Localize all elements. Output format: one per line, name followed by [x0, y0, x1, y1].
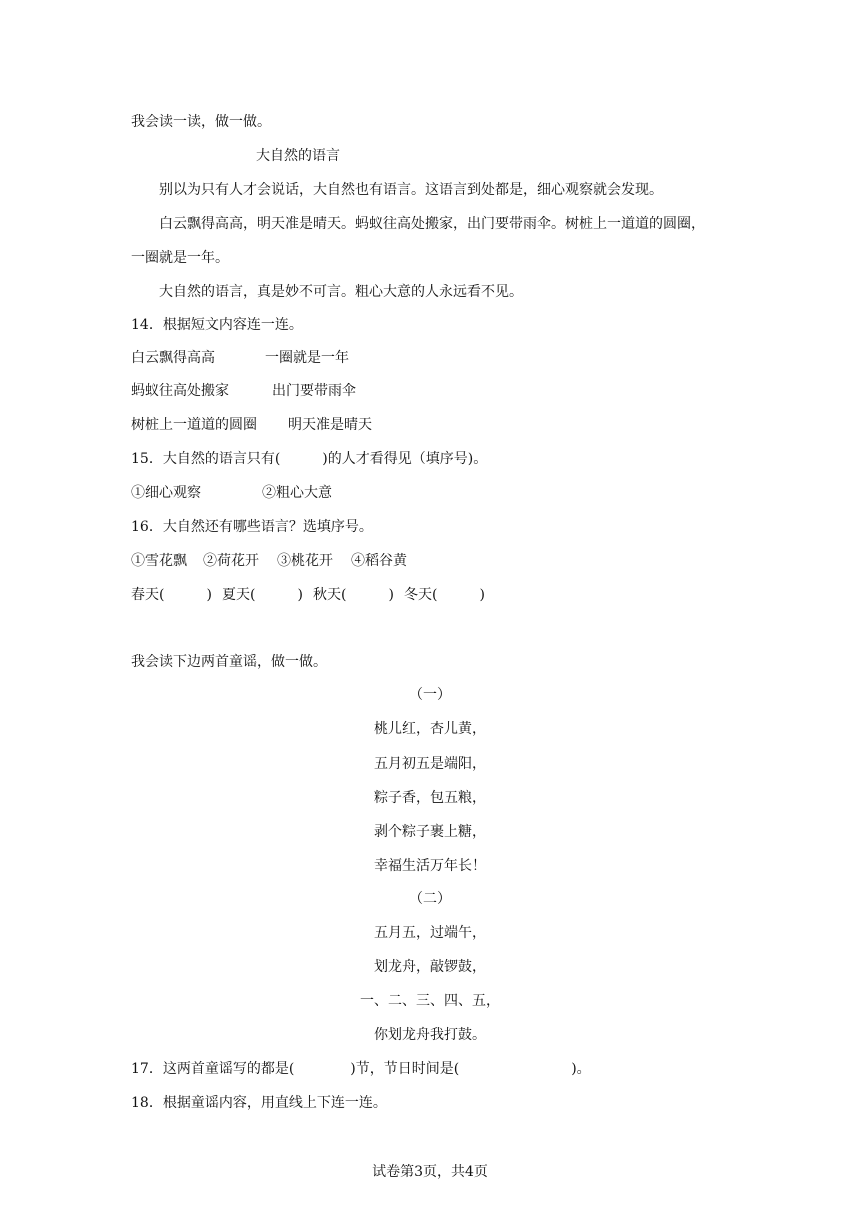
question-16: 16．大自然还有哪些语言？选填序号。 — [131, 519, 373, 535]
poem2-line: 一、二、三、四、五， — [360, 993, 500, 1009]
question-18: 18．根据童谣内容，用直线上下连一连。 — [131, 1095, 387, 1111]
q16-blank-autumn: 秋天( ) — [313, 587, 394, 603]
article-paragraph-2: 白云飘得高高，明天准是晴天。蚂蚁往高处搬家，出门要带雨伞。树桩上一道道的圆圈， — [159, 216, 705, 232]
poem2-line: 划龙舟，敲锣鼓， — [374, 959, 486, 975]
question-14: 14．根据短文内容连一连。 — [131, 317, 303, 333]
poem2-title: （二） — [409, 891, 451, 907]
poem2-line: 五月五，过端午， — [374, 925, 486, 941]
q16-option-1: ①雪花飘 — [131, 553, 187, 569]
article-title: 大自然的语言 — [256, 148, 340, 164]
q16-option-2: ②荷花开 — [203, 553, 259, 569]
question-17: 17．这两首童谣写的都是( )节，节日时间是( )。 — [131, 1061, 591, 1077]
page-footer: 试卷第3页，共4页 — [372, 1164, 488, 1180]
article-paragraph-1: 别以为只有人才会说话，大自然也有语言。这语言到处都是，细心观察就会发现。 — [159, 182, 663, 198]
poem1-line: 桃儿红，杏儿黄， — [374, 721, 486, 737]
match-left-3: 树桩上一道道的圆圈 — [131, 417, 257, 433]
match-left-1: 白云飘得高高 — [131, 350, 215, 366]
poem1-line: 剥个粽子裹上糖， — [374, 824, 486, 840]
poem1-line: 粽子香，包五粮， — [374, 790, 486, 806]
poem1-title: （一） — [409, 687, 451, 703]
q16-option-3: ③桃花开 — [277, 553, 333, 569]
q16-option-4: ④稻谷黄 — [351, 553, 407, 569]
poem1-line: 五月初五是端阳， — [374, 756, 486, 772]
poem1-line: 幸福生活万年长！ — [374, 858, 486, 874]
poem2-line: 你划龙舟我打鼓。 — [374, 1027, 486, 1043]
article-paragraph-3: 大自然的语言，真是妙不可言。粗心大意的人永远看不见。 — [159, 284, 523, 300]
article-paragraph-2-cont: 一圈就是一年。 — [131, 250, 229, 266]
section1-heading: 我会读一读，做一做。 — [131, 114, 271, 130]
section2-heading: 我会读下边两首童谣，做一做。 — [131, 654, 327, 670]
question-15: 15．大自然的语言只有( )的人才看得见（填序号)。 — [131, 451, 488, 467]
q16-blank-winter: 冬天( ) — [404, 587, 485, 603]
q16-blank-summer: 夏天( ) — [222, 587, 303, 603]
q15-option-1: ①细心观察 — [131, 485, 201, 501]
match-right-3: 明天准是晴天 — [288, 417, 372, 433]
q16-blank-spring: 春天( ) — [131, 587, 212, 603]
match-right-2: 出门要带雨伞 — [272, 383, 356, 399]
q15-option-2: ②粗心大意 — [262, 485, 332, 501]
match-right-1: 一圈就是一年 — [265, 350, 349, 366]
match-left-2: 蚂蚁往高处搬家 — [131, 383, 229, 399]
